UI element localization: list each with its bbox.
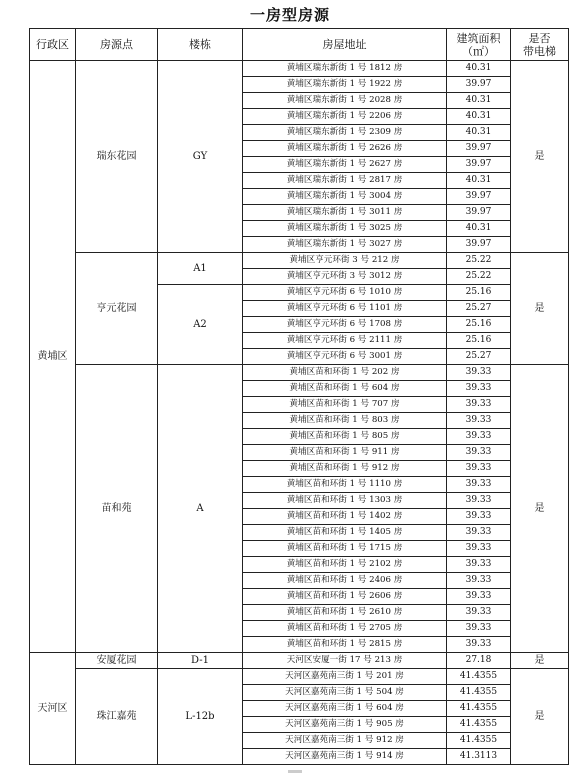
address-cell: 天河区嘉苑南三街 1 号 201 房 (243, 669, 447, 685)
area-cell: 39.33 (447, 429, 511, 445)
area-cell: 39.33 (447, 605, 511, 621)
area-cell: 25.27 (447, 349, 511, 365)
area-cell: 39.33 (447, 557, 511, 573)
address-cell: 黄埔区苗和环街 1 号 2815 房 (243, 637, 447, 653)
area-cell: 39.33 (447, 637, 511, 653)
area-cell: 39.33 (447, 541, 511, 557)
address-cell: 黄埔区苗和环街 1 号 2606 房 (243, 589, 447, 605)
address-cell: 天河区嘉苑南三街 1 号 905 房 (243, 717, 447, 733)
area-cell: 39.33 (447, 397, 511, 413)
address-cell: 黄埔区瑞东新街 1 号 1812 房 (243, 61, 447, 77)
area-cell: 25.27 (447, 301, 511, 317)
area-cell: 41.4355 (447, 733, 511, 749)
address-cell: 天河区嘉苑南三街 1 号 914 房 (243, 749, 447, 765)
address-cell: 黄埔区亨元环街 3 号 212 房 (243, 253, 447, 269)
header-area-line2: （㎡） (462, 44, 495, 58)
header-elevator-line1: 是否 (528, 31, 551, 45)
estate-cell: 珠江嘉苑 (76, 669, 158, 765)
area-cell: 39.33 (447, 381, 511, 397)
area-cell: 39.33 (447, 525, 511, 541)
header-building: 楼栋 (158, 29, 243, 61)
area-cell: 39.97 (447, 77, 511, 93)
area-cell: 39.33 (447, 413, 511, 429)
area-cell: 39.33 (447, 477, 511, 493)
address-cell: 黄埔区亨元环街 6 号 1708 房 (243, 317, 447, 333)
address-cell: 天河区嘉苑南三街 1 号 504 房 (243, 685, 447, 701)
area-cell: 39.97 (447, 141, 511, 157)
elevator-cell: 是 (511, 61, 569, 253)
address-cell: 天河区嘉苑南三街 1 号 604 房 (243, 701, 447, 717)
address-cell: 黄埔区苗和环街 1 号 911 房 (243, 445, 447, 461)
header-estate: 房源点 (76, 29, 158, 61)
area-cell: 41.4355 (447, 717, 511, 733)
building-cell: GY (158, 61, 243, 253)
area-cell: 39.97 (447, 157, 511, 173)
elevator-cell: 是 (511, 365, 569, 653)
elevator-cell: 是 (511, 653, 569, 669)
address-cell: 黄埔区亨元环街 6 号 1101 房 (243, 301, 447, 317)
address-cell: 黄埔区苗和环街 1 号 202 房 (243, 365, 447, 381)
district-cell: 黄埔区 (30, 61, 76, 653)
area-cell: 41.4355 (447, 669, 511, 685)
building-cell: A (158, 365, 243, 653)
header-row (30, 29, 569, 61)
table-row (30, 669, 569, 685)
area-cell: 39.33 (447, 461, 511, 477)
page-number-fragment (288, 770, 302, 773)
table-row (30, 365, 569, 381)
area-cell: 40.31 (447, 173, 511, 189)
elevator-cell: 是 (511, 253, 569, 365)
address-cell: 黄埔区瑞东新街 1 号 2626 房 (243, 141, 447, 157)
address-cell: 黄埔区苗和环街 1 号 1715 房 (243, 541, 447, 557)
area-cell: 39.33 (447, 509, 511, 525)
address-cell: 黄埔区亨元环街 6 号 2111 房 (243, 333, 447, 349)
address-cell: 黄埔区瑞东新街 1 号 3027 房 (243, 237, 447, 253)
address-cell: 黄埔区苗和环街 1 号 2705 房 (243, 621, 447, 637)
area-cell: 25.22 (447, 253, 511, 269)
address-cell: 黄埔区瑞东新街 1 号 2206 房 (243, 109, 447, 125)
area-cell: 40.31 (447, 93, 511, 109)
elevator-cell: 是 (511, 669, 569, 765)
table-row (30, 253, 569, 269)
address-cell: 黄埔区瑞东新街 1 号 2817 房 (243, 173, 447, 189)
table-body (30, 61, 569, 765)
building-cell: A2 (158, 285, 243, 365)
address-cell: 黄埔区苗和环街 1 号 1110 房 (243, 477, 447, 493)
area-cell: 39.33 (447, 445, 511, 461)
area-cell: 39.33 (447, 365, 511, 381)
area-cell: 39.97 (447, 205, 511, 221)
address-cell: 黄埔区苗和环街 1 号 1303 房 (243, 493, 447, 509)
address-cell: 黄埔区苗和环街 1 号 1405 房 (243, 525, 447, 541)
area-cell: 41.4355 (447, 685, 511, 701)
page-title: 一房型房源 (249, 6, 330, 24)
area-cell: 41.3113 (447, 749, 511, 765)
area-cell: 39.33 (447, 573, 511, 589)
header-elevator-line2: 带电梯 (523, 44, 556, 58)
area-cell: 39.33 (447, 621, 511, 637)
address-cell: 黄埔区苗和环街 1 号 803 房 (243, 413, 447, 429)
address-cell: 黄埔区亨元环街 6 号 3001 房 (243, 349, 447, 365)
address-cell: 黄埔区瑞东新街 1 号 2309 房 (243, 125, 447, 141)
area-cell: 25.16 (447, 333, 511, 349)
area-cell: 39.97 (447, 237, 511, 253)
address-cell: 黄埔区瑞东新街 1 号 1922 房 (243, 77, 447, 93)
header-district: 行政区 (30, 29, 76, 61)
address-cell: 黄埔区亨元环街 3 号 3012 房 (243, 269, 447, 285)
area-cell: 39.33 (447, 493, 511, 509)
header-area-line1: 建筑面积 (456, 31, 501, 45)
address-cell: 黄埔区苗和环街 1 号 2102 房 (243, 557, 447, 573)
header-address: 房屋地址 (243, 29, 447, 61)
address-cell: 黄埔区苗和环街 1 号 1402 房 (243, 509, 447, 525)
estate-cell: 安厦花园 (76, 653, 158, 669)
housing-table (29, 28, 569, 765)
address-cell: 黄埔区瑞东新街 1 号 2028 房 (243, 93, 447, 109)
estate-cell: 苗和苑 (76, 365, 158, 653)
address-cell: 黄埔区瑞东新街 1 号 2627 房 (243, 157, 447, 173)
estate-cell: 亨元花园 (76, 253, 158, 365)
table-row (30, 653, 569, 669)
address-cell: 黄埔区苗和环街 1 号 912 房 (243, 461, 447, 477)
area-cell: 39.33 (447, 589, 511, 605)
address-cell: 黄埔区苗和环街 1 号 805 房 (243, 429, 447, 445)
area-cell: 27.18 (447, 653, 511, 669)
address-cell: 黄埔区亨元环街 6 号 1010 房 (243, 285, 447, 301)
area-cell: 40.31 (447, 221, 511, 237)
area-cell: 40.31 (447, 109, 511, 125)
area-cell: 25.16 (447, 285, 511, 301)
district-cell: 天河区 (30, 653, 76, 765)
area-cell: 40.31 (447, 125, 511, 141)
address-cell: 天河区安厦一街 17 号 213 房 (243, 653, 447, 669)
area-cell: 39.97 (447, 189, 511, 205)
address-cell: 黄埔区瑞东新街 1 号 3025 房 (243, 221, 447, 237)
area-cell: 41.4355 (447, 701, 511, 717)
address-cell: 黄埔区瑞东新街 1 号 3004 房 (243, 189, 447, 205)
address-cell: 天河区嘉苑南三街 1 号 912 房 (243, 733, 447, 749)
header-elevator (511, 29, 569, 61)
estate-cell: 瑞东花园 (76, 61, 158, 253)
building-cell: D-1 (158, 653, 243, 669)
building-cell: L-12b (158, 669, 243, 765)
address-cell: 黄埔区苗和环街 1 号 2406 房 (243, 573, 447, 589)
table-row (30, 61, 569, 77)
address-cell: 黄埔区苗和环街 1 号 2610 房 (243, 605, 447, 621)
address-cell: 黄埔区瑞东新街 1 号 3011 房 (243, 205, 447, 221)
area-cell: 40.31 (447, 61, 511, 77)
header-area (447, 29, 511, 61)
building-cell: A1 (158, 253, 243, 285)
area-cell: 25.22 (447, 269, 511, 285)
address-cell: 黄埔区苗和环街 1 号 707 房 (243, 397, 447, 413)
address-cell: 黄埔区苗和环街 1 号 604 房 (243, 381, 447, 397)
area-cell: 25.16 (447, 317, 511, 333)
